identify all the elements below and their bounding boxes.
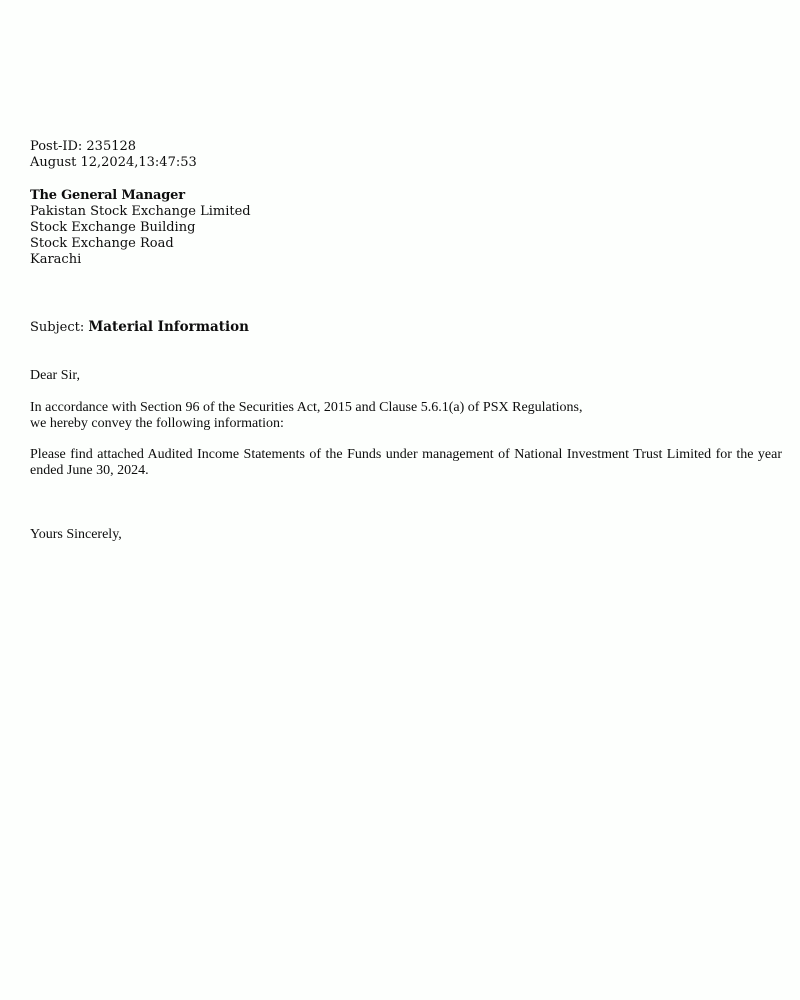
body-paragraph-line: In accordance with Section 96 of the Securities Act, 2015 and Clause 5.6.1(a) of PSX Regulations, xyxy=(30,400,583,415)
subject-line xyxy=(30,319,782,336)
recipient-name: The General Manager xyxy=(30,188,185,203)
body-paragraph-regulations xyxy=(30,400,782,432)
salutation: Dear Sir, xyxy=(30,368,80,383)
subject-label: Subject: xyxy=(30,320,89,335)
closing: Yours Sincerely, xyxy=(30,527,122,542)
body-paragraph-line: we hereby convey the following information: xyxy=(30,416,284,431)
body-paragraph-attachment: Please find attached Audited Income Statements of the Funds under management of National Investment Trust Limited for the year ended June 30, 2024. xyxy=(30,447,782,478)
recipient-address-line: Pakistan Stock Exchange Limited xyxy=(30,204,251,219)
subject-value: Material Information xyxy=(88,319,249,335)
recipient-address-line: Stock Exchange Building xyxy=(30,220,196,235)
post-id-line: Post-ID: 235128 xyxy=(30,139,137,154)
datetime-line: August 12,2024,13:47:53 xyxy=(30,155,197,170)
recipient-address-line: Stock Exchange Road xyxy=(30,236,174,251)
recipient-address-line: Karachi xyxy=(30,252,82,267)
